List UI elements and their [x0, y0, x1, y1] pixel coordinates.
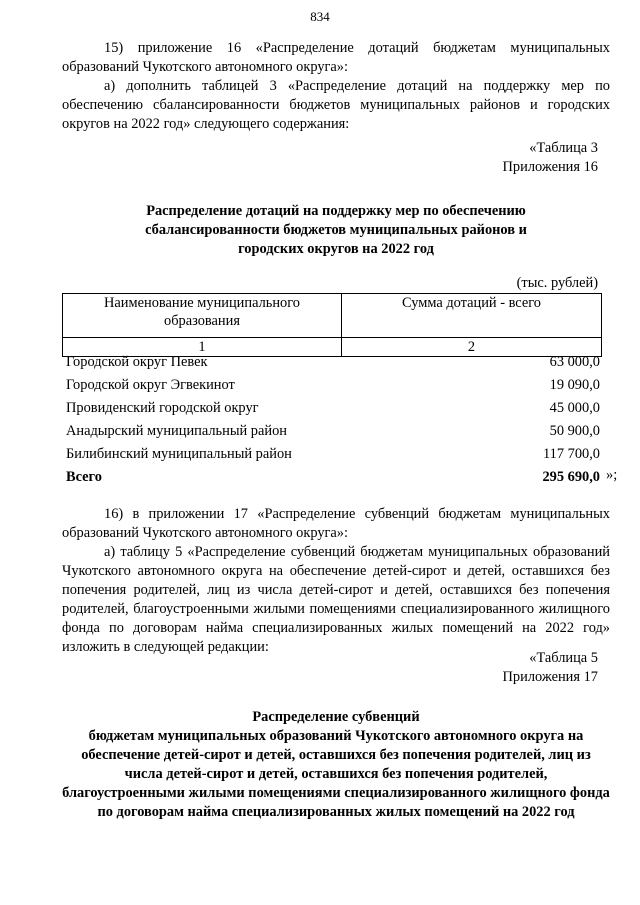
table-row	[62, 397, 602, 420]
row-value: 45 000,0	[549, 400, 600, 416]
row-value: 63 000,0	[549, 354, 600, 370]
table-row	[62, 420, 602, 443]
row-name: Анадырский муниципальный район	[66, 423, 287, 439]
table3-ref-2: Приложения 16	[502, 159, 598, 175]
para15-line1: 15) приложение 16 «Распределение дотаций бюджетам муниципальных образований Чукотского автономного округа»:	[62, 40, 610, 75]
page-number: 834	[310, 9, 330, 24]
row-value: 117 700,0	[542, 446, 600, 462]
table3-header	[62, 293, 602, 357]
header-name: Наименование муниципального образования	[63, 294, 342, 338]
table5-ref-1: «Таблица 5	[529, 650, 598, 666]
para16-line1: 16) в приложении 17 «Распределение субвенций бюджетам муниципальных образований Чукотского автономного округа»:	[62, 506, 610, 541]
table5-title-2: бюджетам муниципальных образований Чукотского автономного округа на обеспечение детей-сирот и детей, оставшихся без попечения родителей, лиц из числа детей-сирот и детей, оставшихся без попечения родителей, благоустроенными жилыми помещениями специализированного жилищного фонда по договорам найма специализированных жилых помещений на 2022 год	[62, 728, 610, 820]
header-sum: Сумма дотаций - всего	[342, 294, 602, 338]
col-number-1: 1	[63, 338, 342, 357]
table3-unit: (тыс. рублей)	[516, 275, 598, 291]
para15-line2: а) дополнить таблицей 3 «Распределение дотаций на поддержку мер по обеспечению сбалансированности бюджетов муниципальных районов и городских округов на 2022 год» следующего содержания:	[62, 78, 610, 132]
closing-quote: »;	[606, 467, 618, 483]
table5-title-1: Распределение субвенций	[252, 709, 420, 725]
row-name: Провиденский городской округ	[66, 400, 259, 416]
table5-ref-2: Приложения 17	[502, 669, 598, 685]
table-row	[62, 374, 602, 397]
total-name: Всего	[66, 469, 102, 485]
table-total-row	[62, 466, 602, 489]
table-row	[62, 443, 602, 466]
row-value: 19 090,0	[549, 377, 600, 393]
table-row	[62, 351, 602, 374]
table3-ref-1: «Таблица 3	[529, 140, 598, 156]
row-name: Городской округ Певек	[66, 354, 208, 370]
table3-body	[62, 351, 602, 489]
para16-line2: а) таблицу 5 «Распределение субвенций бюджетам муниципальных образований Чукотского автономного округа на обеспечение детей-сирот и детей, оставшихся без попечения родителей, лиц из числа детей-сирот и детей, оставшихся без попечения родителей, благоустроенными жилыми помещениями специализированного жилищного фонда по договорам найма специализированных жилых помещений на 2022 год» изложить в следующей редакции:	[62, 544, 610, 655]
row-name: Билибинский муниципальный район	[66, 446, 292, 462]
row-name: Городской округ Эгвекинот	[66, 377, 235, 393]
table3-title: Распределение дотаций на поддержку мер по обеспечению сбалансированности бюджетов муниципальных районов и городских округов на 2022 год	[145, 203, 527, 257]
col-number-2: 2	[342, 338, 602, 357]
total-value: 295 690,0	[542, 469, 600, 485]
row-value: 50 900,0	[549, 423, 600, 439]
